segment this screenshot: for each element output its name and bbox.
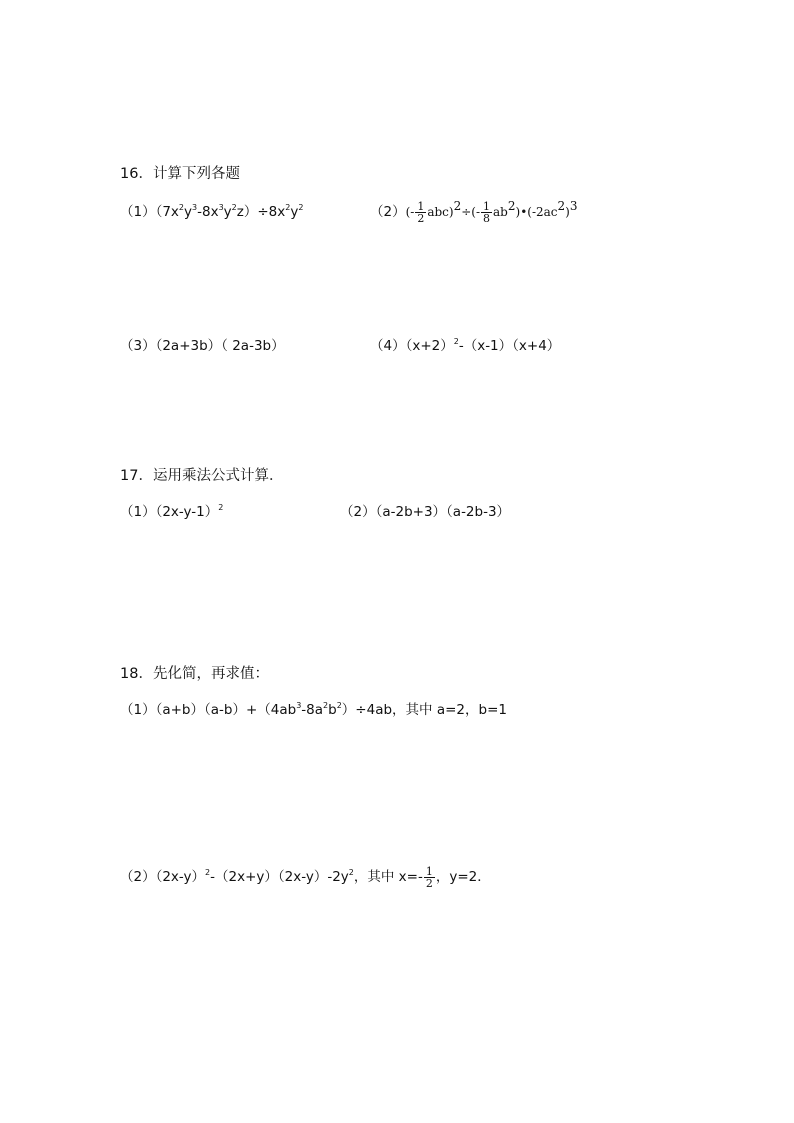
- text: abc): [427, 205, 454, 219]
- problem-17-2: （2）（a-2b+3）（a-2b-3）: [340, 504, 511, 520]
- exponent: 2: [336, 701, 342, 710]
- problem-17-1: [120, 502, 223, 522]
- exponent: 2: [178, 203, 185, 212]
- problem-label: （2）: [370, 204, 406, 220]
- question-16-title: 16．计算下列各题: [120, 166, 240, 182]
- text: -8x: [197, 204, 219, 220]
- question-18-title: 18．先化简，再求值：: [120, 666, 269, 682]
- text: ÷(-: [461, 205, 481, 219]
- problem-16-3: （3）（2a+3b）（ 2a-3b）: [120, 338, 285, 354]
- text: ）÷4ab，其中 a=2，b=1: [341, 702, 507, 718]
- problem-16-2: [370, 200, 578, 224]
- problem-16-4: [370, 336, 560, 356]
- fraction: [481, 201, 492, 224]
- denominator: 2: [425, 876, 433, 890]
- exponent: 2: [231, 203, 237, 212]
- text: -（2x+y）（2x-y）-2y: [210, 869, 349, 885]
- exponent: 3: [569, 199, 578, 213]
- problem-18-2: [120, 864, 491, 890]
- text: ，其中 x=-: [353, 869, 423, 885]
- fraction: [424, 866, 435, 889]
- exponent: 3: [296, 701, 302, 710]
- exponent: 2: [285, 203, 291, 212]
- question-17-title: 17．运用乘法公式计算．: [120, 468, 284, 484]
- text: y: [184, 204, 193, 220]
- text: ab: [493, 205, 508, 219]
- text: z）÷8x: [236, 204, 286, 220]
- numerator: 1: [425, 864, 433, 878]
- text: ，y=2．: [435, 869, 491, 885]
- text: -8a: [301, 702, 324, 718]
- exponent: 2: [453, 199, 462, 213]
- text: （1）（a+b）（a-b）+（4ab: [120, 702, 297, 718]
- text: ): [565, 205, 570, 219]
- text: （4）（x+2）: [370, 338, 454, 354]
- exponent: 3: [192, 203, 198, 212]
- exponent: 2: [218, 503, 224, 512]
- exponent: 2: [348, 868, 354, 877]
- text: （1）（2x-y-1）: [120, 504, 219, 520]
- exponent: 2: [507, 199, 516, 213]
- text: -（x-1）（x+4）: [458, 338, 561, 354]
- exponent: 2: [205, 868, 211, 877]
- exponent: 2: [453, 337, 459, 346]
- text: )•(-2ac: [515, 205, 558, 219]
- denominator: 2: [417, 211, 425, 225]
- numerator: 1: [417, 199, 425, 213]
- text: （2）（2x-y）: [120, 869, 206, 885]
- exponent: 2: [298, 203, 304, 212]
- text: (-: [405, 205, 415, 219]
- exponent: 3: [218, 203, 224, 212]
- denominator: 8: [483, 211, 491, 225]
- text: b: [328, 702, 337, 718]
- text: y: [290, 204, 299, 220]
- numerator: 1: [483, 199, 491, 213]
- problem-16-1: [120, 202, 303, 222]
- fraction: [415, 201, 426, 224]
- exponent: 2: [323, 701, 329, 710]
- problem-18-1: [120, 700, 507, 720]
- text: （1）（7x: [120, 204, 179, 220]
- text: y: [223, 204, 232, 220]
- exponent: 2: [557, 199, 566, 213]
